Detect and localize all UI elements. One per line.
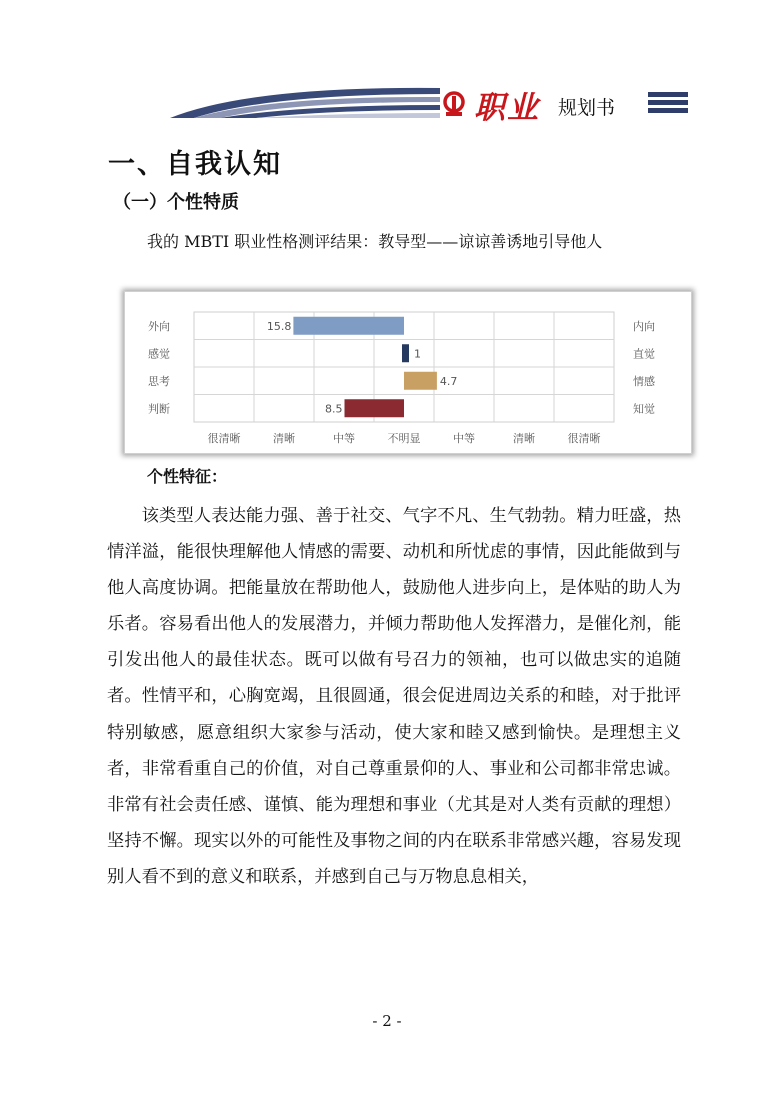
chart-right-label: 直觉 [633, 347, 655, 361]
chart-x-tick-label: 很清晰 [567, 432, 601, 445]
header-swoosh-graphic [160, 84, 440, 124]
brand [440, 86, 616, 126]
railway-logo-icon [440, 90, 468, 118]
chart-bar [402, 344, 409, 362]
chart-bar [345, 399, 405, 417]
section-title: 一、自我认知 [108, 149, 282, 180]
chart-x-tick-label: 中等 [453, 432, 475, 445]
chart-category-label: 判断 [148, 402, 170, 416]
chart-x-tick-label: 很清晰 [207, 432, 241, 445]
chart-value-label: 4.7 [439, 374, 458, 388]
chart-category-label: 外向 [148, 319, 170, 333]
page-header [0, 78, 774, 128]
chart-value-label: 8.5 [325, 402, 343, 416]
chart-x-tick-label: 不明显 [387, 432, 421, 445]
page-number: - 2 - [372, 1012, 402, 1030]
mbti-result-line: 我的 MBTI 职业性格测评结果：教导型——谅谅善诱地引导他人 [147, 232, 603, 251]
header-stripes [648, 92, 688, 116]
traits-title: 个性特征： [147, 467, 228, 486]
chart-bar [293, 317, 404, 335]
traits-paragraph: 该类型人表达能力强、善于社交、气字不凡、生气勃勃。精力旺盛，热情洋溢，能很快理解他人情感的需要、动机和所忧虑的事情，因此能做到与他人高度协调。把能量放在帮助他人，鼓励他人进步向上，是体贴的助人为乐者。容易看出他人的发展潜力，并倾力帮助他人发挥潜力，是催化剂，能引发出他人的最佳状态。既可以做有号召力的领袖，也可以做忠实的追随者。性情平和，心胸宽竭，且很圆通，很会促进周边关系的和睦，对于批评特别敏感，愿意组织大家参与活动，使大家和睦又感到愉快。是理想主义者，非常看重自己的价值，对自己尊重景仰的人、事业和公司都非常忠诚。非常有社会责任感、谨慎、能为理想和事业（尤其是对人类有贡献的理想）坚持不懈。现实以外的可能性及事物之间的内在联系非常感兴趣，容易发现别人看不到的意义和联系，并感到自己与万物息息相关， [107, 506, 681, 887]
subsection-title: （一）个性特质 [113, 192, 239, 213]
chart-category-label: 思考 [148, 374, 170, 388]
chart-x-tick-label: 清晰 [273, 432, 295, 445]
chart-value-label: 15.8 [266, 319, 292, 333]
chart-right-label: 内向 [633, 319, 655, 333]
brand-title: 职业 [474, 89, 540, 126]
chart-x-tick-label: 清晰 [513, 432, 535, 445]
chart-x-tick-label: 中等 [333, 432, 355, 445]
mbti-chart-svg [125, 292, 691, 453]
chart-bar [404, 372, 437, 390]
chart-value-label: 1 [414, 347, 421, 361]
chart-right-label: 知觉 [633, 402, 655, 416]
mbti-chart [124, 291, 692, 454]
chart-right-label: 情感 [633, 374, 655, 388]
brand-subtitle: 规划书 [558, 96, 616, 119]
chart-category-label: 感觉 [148, 347, 170, 361]
